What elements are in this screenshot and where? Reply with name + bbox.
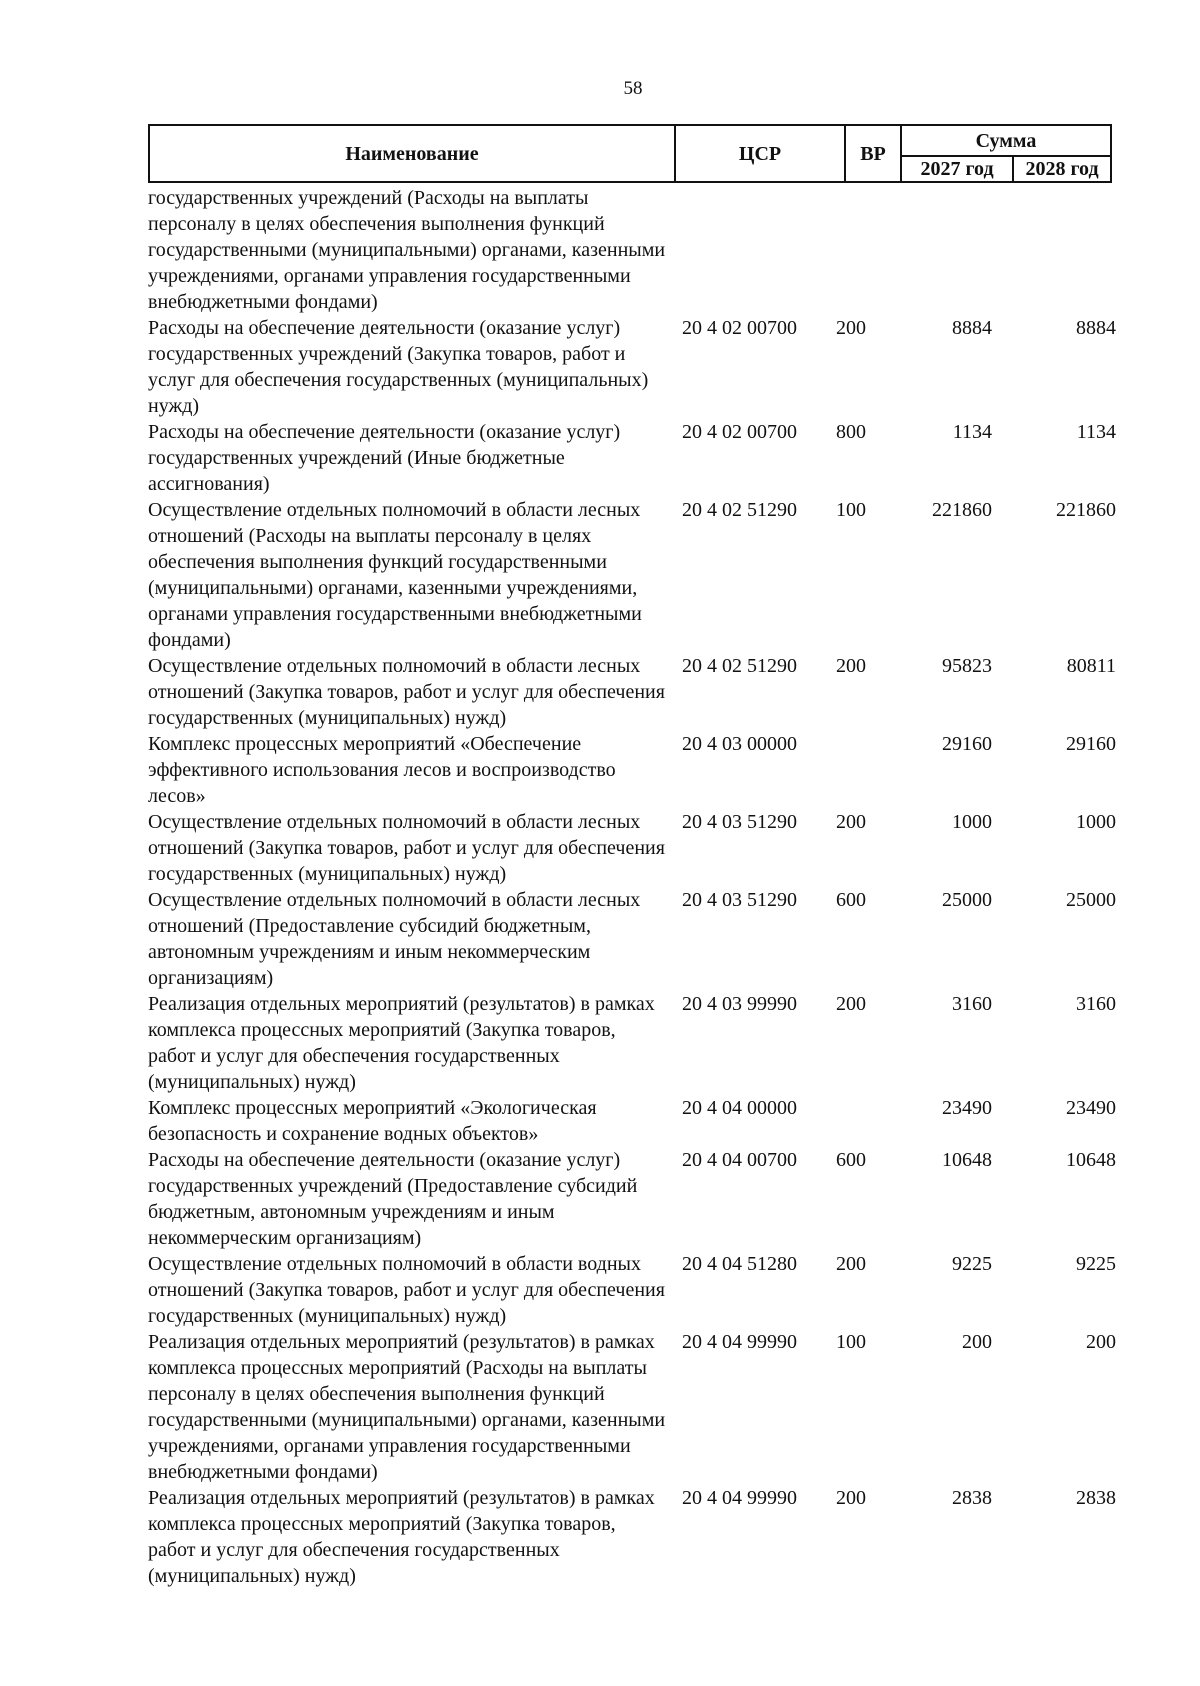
cell-2028: 2838 xyxy=(1076,1487,1116,1509)
table-body xyxy=(148,185,1118,1589)
table-row xyxy=(148,419,1118,497)
cell-name: Реализация отдельных мероприятий (результатов) в рамках комплекса процессных мероприятий (Закупка товаров, работ и услуг для обеспечения государственных (муниципальных) нужд) xyxy=(148,993,655,1093)
cell-name: Комплекс процессных мероприятий «Экологическая безопасность и сохранение водных объектов» xyxy=(148,1097,597,1145)
cell-vr: 100 xyxy=(836,1331,866,1353)
cell-2028: 9225 xyxy=(1076,1253,1116,1275)
cell-2028: 80811 xyxy=(1066,655,1116,677)
cell-vr: 100 xyxy=(836,499,866,521)
cell-name: Осуществление отдельных полномочий в области лесных отношений (Предоставление субсидий бюджетным, автономным учреждениям и иным некоммерческим организациям) xyxy=(148,889,641,989)
cell-vr: 800 xyxy=(836,421,866,443)
cell-name: Комплекс процессных мероприятий «Обеспечение эффективного использования лесов и воспроизводство лесов» xyxy=(148,733,616,807)
cell-name: Реализация отдельных мероприятий (результатов) в рамках комплекса процессных мероприятий (Закупка товаров, работ и услуг для обеспечения государственных (муниципальных) нужд) xyxy=(148,1487,655,1587)
cell-vr: 200 xyxy=(836,993,866,1015)
cell-csr: 20 4 04 00000 xyxy=(682,1097,797,1119)
cell-2027: 8884 xyxy=(952,317,992,339)
cell-name: Расходы на обеспечение деятельности (оказание услуг) государственных учреждений (Закупка товаров, работ и услуг для обеспечения государственных (муниципальных) нужд) xyxy=(148,317,649,417)
cell-vr: 200 xyxy=(836,811,866,833)
cell-2027: 25000 xyxy=(942,889,992,911)
cell-csr: 20 4 02 51290 xyxy=(682,499,797,521)
cell-name: Реализация отдельных мероприятий (результатов) в рамках комплекса процессных мероприятий (Расходы на выплаты персоналу в целях обеспечения выполнения функций государственными (муниципальными) органами, казенными учреждениями, органами управления государственными внебюджетными фондами) xyxy=(148,1331,666,1483)
cell-vr: 200 xyxy=(836,655,866,677)
table-row xyxy=(148,1095,1118,1147)
cell-2028: 221860 xyxy=(1056,499,1116,521)
cell-name: Осуществление отдельных полномочий в области лесных отношений (Закупка товаров, работ и услуг для обеспечения государственных (муниципальных) нужд) xyxy=(148,811,665,885)
cell-2027: 10648 xyxy=(942,1149,992,1171)
cell-2027: 9225 xyxy=(952,1253,992,1275)
cell-2027: 1000 xyxy=(952,811,992,833)
header-year-2027: 2027 год xyxy=(901,156,1013,182)
page-number: 58 xyxy=(623,78,643,99)
table-row xyxy=(148,1251,1118,1329)
cell-name: государственных учреждений (Расходы на выплаты персоналу в целях обеспечения выполнения функций государственными (муниципальными) органами, казенными учреждениями, органами управления государственными внебюджетными фондами) xyxy=(148,187,666,313)
cell-csr: 20 4 03 00000 xyxy=(682,733,797,755)
table-row xyxy=(148,809,1118,887)
cell-2027: 29160 xyxy=(942,733,992,755)
cell-2027: 221860 xyxy=(932,499,992,521)
cell-2028: 25000 xyxy=(1066,889,1116,911)
cell-name: Осуществление отдельных полномочий в области лесных отношений (Закупка товаров, работ и услуг для обеспечения государственных (муниципальных) нужд) xyxy=(148,655,665,729)
cell-name: Осуществление отдельных полномочий в области лесных отношений (Расходы на выплаты персоналу в целях обеспечения выполнения функций государственными (муниципальными) органами, казенными учреждениями, органами управления государственными внебюджетными фондами) xyxy=(148,499,642,651)
table-row xyxy=(148,653,1118,731)
table-row xyxy=(148,1329,1118,1485)
cell-2028: 3160 xyxy=(1076,993,1116,1015)
cell-csr: 20 4 04 99990 xyxy=(682,1331,797,1353)
cell-csr: 20 4 02 00700 xyxy=(682,317,797,339)
cell-2028: 8884 xyxy=(1076,317,1116,339)
cell-name: Расходы на обеспечение деятельности (оказание услуг) государственных учреждений (Иные бюджетные ассигнования) xyxy=(148,421,621,495)
cell-csr: 20 4 03 51290 xyxy=(682,889,797,911)
cell-2027: 3160 xyxy=(952,993,992,1015)
cell-2028: 1000 xyxy=(1076,811,1116,833)
cell-csr: 20 4 04 51280 xyxy=(682,1253,797,1275)
cell-csr: 20 4 03 51290 xyxy=(682,811,797,833)
cell-2027: 1134 xyxy=(952,421,992,443)
table-header xyxy=(148,124,1112,183)
table-row xyxy=(148,497,1118,653)
table-row xyxy=(148,1147,1118,1251)
cell-2028: 29160 xyxy=(1066,733,1116,755)
header-name: Наименование xyxy=(149,125,675,182)
cell-2027: 23490 xyxy=(942,1097,992,1119)
cell-vr: 200 xyxy=(836,1487,866,1509)
cell-csr: 20 4 04 99990 xyxy=(682,1487,797,1509)
table-row xyxy=(148,185,1118,315)
cell-csr: 20 4 02 00700 xyxy=(682,421,797,443)
cell-vr: 200 xyxy=(836,1253,866,1275)
cell-2027: 200 xyxy=(962,1331,992,1353)
cell-2028: 10648 xyxy=(1066,1149,1116,1171)
cell-name: Расходы на обеспечение деятельности (оказание услуг) государственных учреждений (Предоставление субсидий бюджетным, автономным учреждениям и иным некоммерческим организациям) xyxy=(148,1149,638,1249)
table-row xyxy=(148,1485,1118,1589)
header-vr: ВР xyxy=(845,125,901,182)
header-year-2028: 2028 год xyxy=(1013,156,1111,182)
cell-name: Осуществление отдельных полномочий в области водных отношений (Закупка товаров, работ и услуг для обеспечения государственных (муниципальных) нужд) xyxy=(148,1253,665,1327)
table-row xyxy=(148,991,1118,1095)
cell-2027: 95823 xyxy=(942,655,992,677)
cell-2027: 2838 xyxy=(952,1487,992,1509)
table-row xyxy=(148,887,1118,991)
cell-csr: 20 4 04 00700 xyxy=(682,1149,797,1171)
cell-csr: 20 4 02 51290 xyxy=(682,655,797,677)
cell-2028: 200 xyxy=(1086,1331,1116,1353)
cell-2028: 23490 xyxy=(1066,1097,1116,1119)
header-csr: ЦСР xyxy=(675,125,845,182)
header-sum: Сумма xyxy=(901,125,1111,156)
cell-vr: 600 xyxy=(836,1149,866,1171)
cell-csr: 20 4 03 99990 xyxy=(682,993,797,1015)
cell-vr: 200 xyxy=(836,317,866,339)
table-row xyxy=(148,315,1118,419)
cell-vr: 600 xyxy=(836,889,866,911)
table-row xyxy=(148,731,1118,809)
cell-2028: 1134 xyxy=(1076,421,1116,443)
